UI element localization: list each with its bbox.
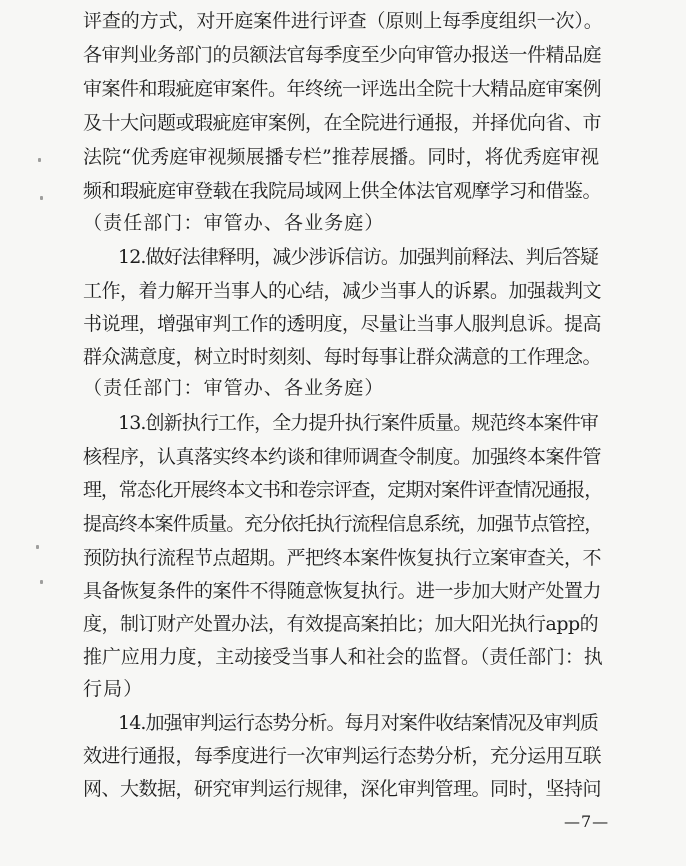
text-line: 各审判业务部门的员额法官每季度至少向审管办报送一件精品庭 (83, 44, 602, 66)
text-line: 效进行通报，每季度进行一次审判运行态势分析，充分运用互联 (83, 745, 602, 767)
text-line: 书说理，增强审判工作的透明度，尽量让当事人服判息诉。提高 (83, 313, 602, 335)
text-line: 推广应用力度，主动接受当事人和社会的监督。（责任部门：执 (83, 646, 603, 668)
text-line: 工作，着力解开当事人的心结，减少当事人的诉累。加强裁判文 (83, 280, 602, 302)
text-line: 核程序，认真落实终本约谈和律师调查令制度。加强终本案件管 (83, 446, 602, 468)
scan-speck (40, 580, 43, 584)
section-heading: 14.加强审判运行态势分析。每月对案件收结案情况及审判质 (118, 712, 599, 734)
text-line: 法院“优秀庭审视频展播专栏”推荐展播。同时，将优秀庭审视 (83, 146, 600, 168)
text-line: 提高终本案件质量。充分依托执行流程信息系统，加强节点管控， (83, 513, 603, 535)
responsibility-note: （责任部门：审管办、各业务庭） (83, 377, 385, 399)
scan-speck (38, 158, 41, 162)
text-line: 审案件和瑕疵庭审案件。年终统一评选出全院十大精品庭审案例 (83, 78, 602, 100)
text-line: 具备恢复条件的案件不得随意恢复执行。进一步加大财产处置力 (83, 580, 602, 602)
section-heading: 12.做好法律释明，减少涉诉信访。加强判前释法、判后答疑 (118, 246, 599, 268)
text-line: 预防执行流程节点超期。严把终本案件恢复执行立案审查关，不 (83, 547, 602, 569)
text-line: 频和瑕疵庭审登载在我院局域网上供全体法官观摩学习和借鉴。 (83, 180, 602, 202)
text-line: 群众满意度，树立时时刻刻、每时每事让群众满意的工作理念。 (83, 346, 602, 368)
text-line: 评查的方式，对开庭案件进行评查（原则上每季度组织一次）。 (83, 10, 603, 32)
text-line: 网、大数据，研究审判运行规律，深化审判管理。同时，坚持问 (83, 778, 602, 800)
page-number: —7— (564, 812, 610, 831)
scan-speck (36, 545, 39, 549)
section-heading: 13.创新执行工作，全力提升执行案件质量。规范终本案件审 (118, 412, 599, 434)
responsibility-note: （责任部门：审管办、各业务庭） (83, 212, 385, 234)
text-line: 度，制订财产处置办法，有效提高案拍比；加大阳光执行app的 (83, 613, 599, 635)
text-line: 理，常态化开展终本文书和卷宗评查，定期对案件评查情况通报， (83, 479, 603, 501)
scan-speck (40, 196, 43, 200)
text-line: 行局） (83, 678, 144, 700)
text-line: 及十大问题或瑕疵庭审案例，在全院进行通报，并择优向省、市 (83, 112, 602, 134)
